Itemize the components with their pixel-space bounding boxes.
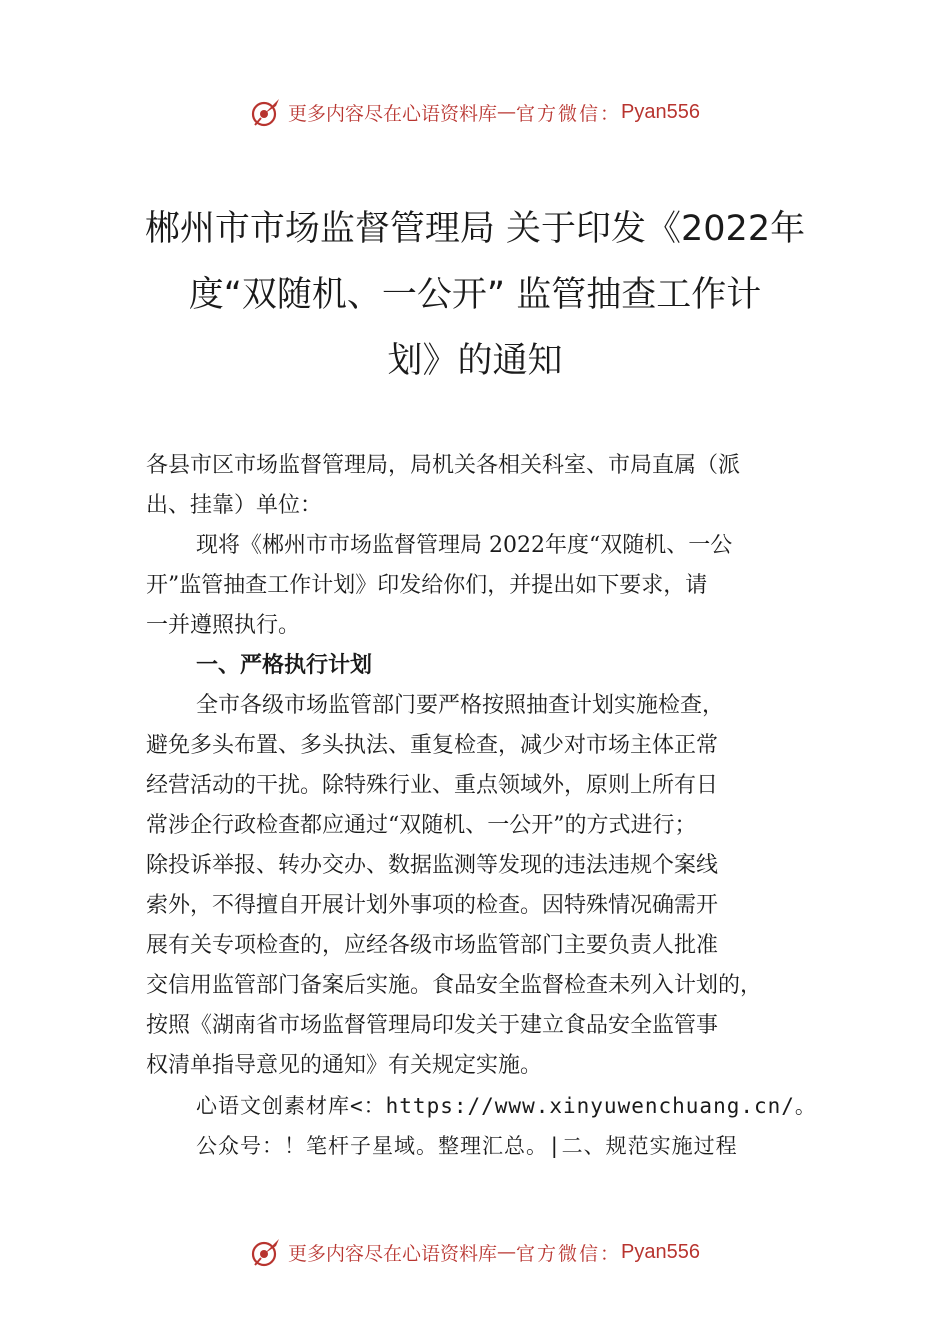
header-banner [0, 96, 950, 128]
banner-wechat-label: 官方微信： [516, 102, 622, 125]
addressee-line: 各县市区市场监督管理局，局机关各相关科室、市局直属（派 [146, 453, 741, 478]
banner-text: 更多内容尽在心语资料库 [288, 1242, 498, 1265]
quill-pen-logo-icon [250, 96, 282, 128]
body-line: 避免多头布置、多头执法、重复检查，减少对市场主体正常 [146, 733, 719, 758]
title-line: 郴州市市场监督管理局 关于印发《2022年 [144, 209, 806, 249]
body-line: 除投诉举报、转办交办、数据监测等发现的违法违规个案线 [146, 853, 719, 878]
banner-text: 更多内容尽在心语资料库 [288, 102, 498, 125]
title-line: 划》的通知 [387, 341, 563, 381]
document-title [120, 196, 830, 394]
quill-pen-logo-icon [250, 1236, 282, 1268]
body-line: 常涉企行政检查都应通过“双随机、一公开”的方式进行； [146, 813, 697, 838]
body-line: 经营活动的干扰。除特殊行业、重点领域外，原则上所有日 [146, 773, 719, 798]
body-line: 开”监管抽查工作计划》印发给你们，并提出如下要求，请 [146, 573, 708, 598]
title-line: 度“双随机、一公开” 监管抽查工作计 [188, 275, 762, 315]
body-line: 全市各级市场监管部门要严格按照抽查计划实施检查， [196, 693, 725, 718]
body-line: 索外，不得擅自开展计划外事项的检查。因特殊情况确需开 [146, 893, 719, 918]
section-heading: 一、严格执行计划 [196, 653, 373, 678]
footer-banner [0, 1236, 950, 1268]
watermark-account-line: 公众号：！笔杆子星域。整理汇总。|二、规范实施过程 [196, 1134, 738, 1158]
document-body [146, 446, 836, 1166]
addressee-line: 出、挂靠）单位： [146, 493, 323, 518]
banner-wechat-id: Pyan556 [621, 100, 700, 123]
watermark-source-line: 心语文创素材库<：https://www.xinyuwenchuang.cn/。 [196, 1094, 817, 1118]
banner-wechat-id: Pyan556 [621, 1240, 700, 1263]
body-line: 按照《湖南省市场监督管理局印发关于建立食品安全监管事 [146, 1013, 719, 1038]
body-line: 现将《郴州市市场监督管理局 2022年度“双随机、一公 [196, 533, 733, 558]
banner-wechat-label: 官方微信： [516, 1242, 622, 1265]
banner-separator: — [497, 1241, 517, 1263]
body-line: 一并遵照执行。 [146, 613, 301, 638]
body-line: 交信用监管部门备案后实施。食品安全监督检查未列入计划的， [146, 973, 763, 998]
banner-separator: — [497, 101, 517, 123]
body-line: 权清单指导意见的通知》有关规定实施。 [146, 1053, 543, 1078]
body-line: 展有关专项检查的，应经各级市场监管部门主要负责人批准 [146, 933, 719, 958]
